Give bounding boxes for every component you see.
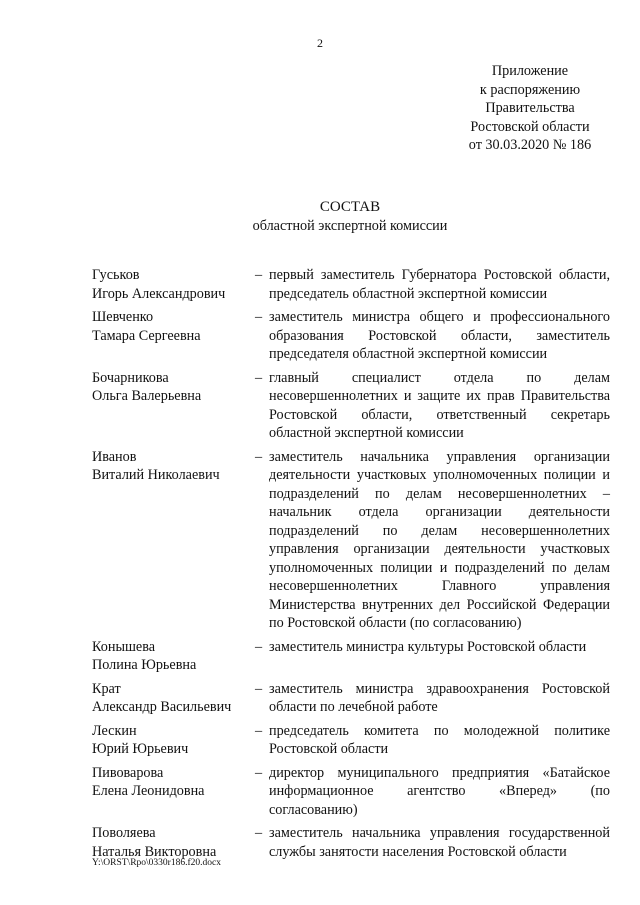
appendix-block [430, 62, 630, 155]
member-entry [0, 638, 640, 675]
member-surname: Шевченко [92, 309, 154, 325]
dash-separator: – [255, 448, 263, 465]
member-entry [0, 764, 640, 820]
member-given-names: Виталий Николаевич [92, 467, 220, 483]
member-entry [0, 448, 640, 633]
member-name [92, 369, 252, 406]
member-given-names: Наталья Викторовна [92, 843, 217, 860]
member-surname: Лескин [92, 722, 137, 739]
member-entry [0, 369, 640, 443]
member-role: председатель комитета по молодежной политике Ростовской области [269, 722, 610, 757]
member-name [92, 680, 252, 717]
appendix-line: Приложение [491, 63, 569, 79]
member-given-names: Тамара Сергеевна [92, 327, 201, 344]
member-name [92, 764, 252, 801]
dash-separator: – [255, 267, 263, 283]
members-list [0, 266, 640, 866]
member-role: заместитель начальника управления государственной службы занятости населения Ростовской области [269, 825, 610, 860]
dash-separator: – [255, 638, 263, 655]
member-role: заместитель министра здравоохранения Ростовской области по лечебной работе [269, 680, 610, 715]
appendix-line: к распоряжению [479, 81, 581, 98]
member-surname: Конышева [92, 638, 156, 655]
member-name [92, 266, 252, 303]
member-name [92, 824, 252, 861]
member-surname: Пивоварова [92, 764, 164, 781]
page-number: 2 [317, 36, 323, 50]
document-subtitle: областной экспертной комиссии [252, 218, 448, 234]
member-given-names: Юрий Юрьевич [92, 741, 189, 757]
appendix-line: от 30.03.2020 № 186 [468, 137, 592, 153]
member-given-names: Игорь Александрович [92, 285, 226, 302]
dash-separator: – [255, 722, 263, 739]
member-given-names: Елена Леонидовна [92, 783, 205, 799]
member-role: первый заместитель Губернатора Ростовской области, председатель областной экспертной комиссии [269, 267, 610, 302]
member-role: заместитель начальника управления организации деятельности участковых уполномоченных полиции и подразделений по делам несовершеннолетних – начальник отдела организации деятельности подразделений по делам несовершеннолетних управления организации деятельности участковых уполномоченных полиции и подразделений по делам несовершеннолетних Главного управления Министерства внутренних дел Российской Федерации по Ростовской области (по согласованию) [269, 448, 610, 631]
member-surname: Иванов [92, 448, 137, 465]
file-path-footer: Y:\ORST\Rpo\0330r186.f20.docx [92, 858, 221, 868]
member-role: заместитель министра общего и профессионального образования Ростовской области, заместитель председателя областной экспертной комиссии [269, 309, 610, 362]
member-given-names: Александр Васильевич [92, 699, 232, 715]
document-title: СОСТАВ [319, 199, 381, 215]
dash-separator: – [255, 680, 263, 697]
member-name [92, 722, 252, 759]
member-name [92, 448, 252, 485]
member-entry [0, 680, 640, 717]
member-entry [0, 824, 640, 861]
member-surname: Поволяева [92, 825, 156, 841]
member-role: директор муниципального предприятия «Батайское информационное агентство «Вперед» (по согласованию) [269, 764, 610, 818]
member-given-names: Полина Юрьевна [92, 657, 197, 673]
dash-separator: – [255, 369, 263, 386]
member-surname: Бочарникова [92, 369, 169, 386]
member-name [92, 308, 252, 345]
appendix-line: Ростовской области [470, 118, 590, 135]
dash-separator: – [255, 825, 263, 841]
member-entry [0, 308, 640, 364]
member-role: главный специалист отдела по делам несовершеннолетних и защите их прав Правительства Ростовской области, ответственный секретарь областной экспертной комиссии [269, 369, 610, 441]
member-surname: Крат [92, 680, 121, 697]
dash-separator: – [255, 764, 263, 781]
member-role: заместитель министра культуры Ростовской области [269, 638, 587, 655]
member-entry [0, 722, 640, 759]
member-given-names: Ольга Валерьевна [92, 388, 202, 404]
member-surname: Гуськов [92, 267, 140, 283]
dash-separator: – [255, 309, 263, 325]
member-name [92, 638, 252, 675]
document-title-block [0, 198, 640, 236]
appendix-line: Правительства [485, 100, 575, 116]
member-entry [0, 266, 640, 303]
